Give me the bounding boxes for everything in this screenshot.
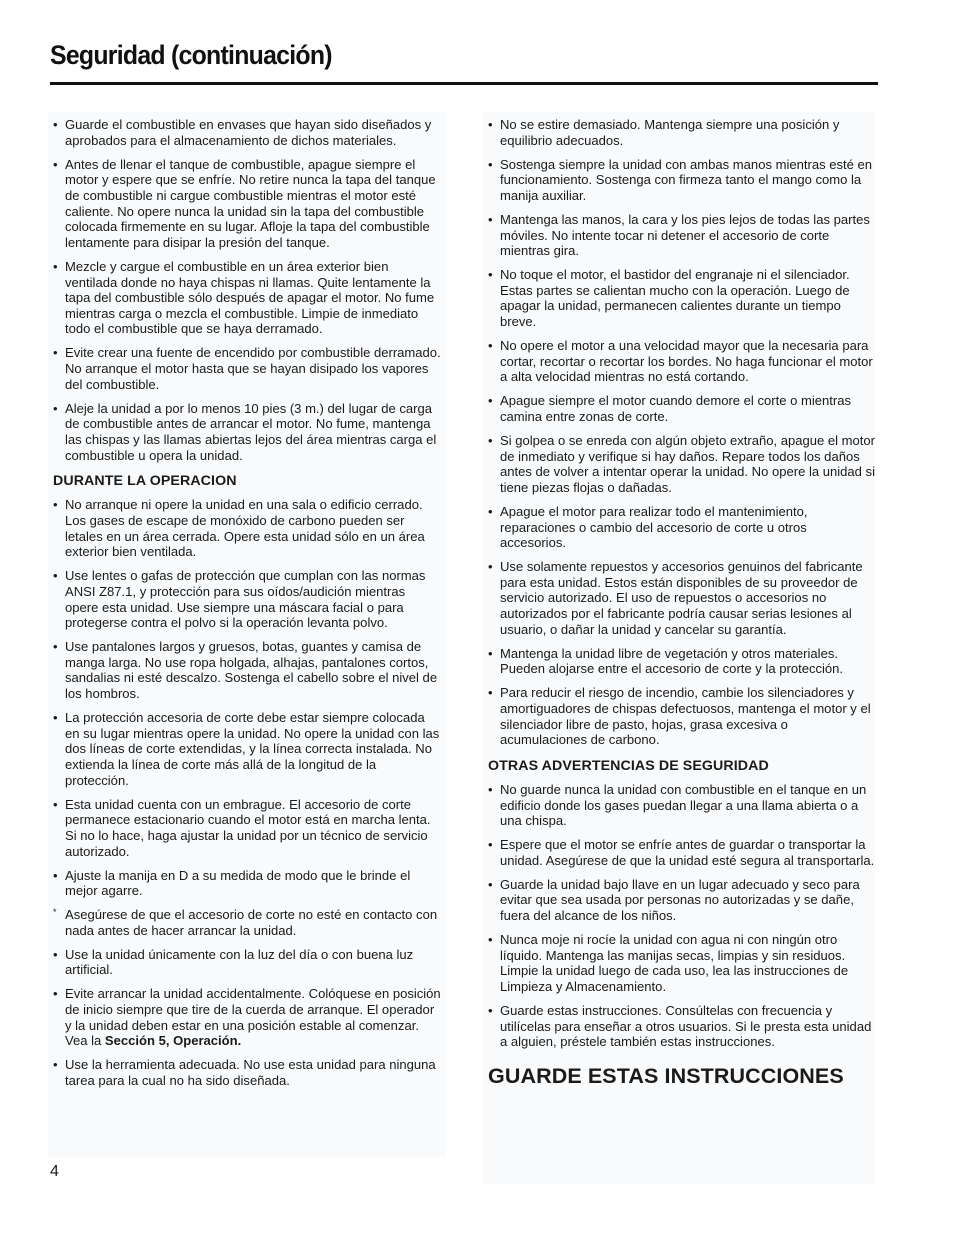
list-item: • Esta unidad cuenta con un embrague. El accesorio de corte permanece estacionario cuando el motor está en marcha lenta. Si no lo hace, haga ajustar la unidad por un técnico de servicio autorizado.: [53, 797, 442, 860]
list-item: • Evite crear una fuente de encendido por combustible derramado. No arranque el motor hasta que se hayan disipado los vapores del combustible.: [53, 345, 442, 392]
list-item: • Mezcle y cargue el combustible en un área exterior bien ventilada donde no haya chispas ni llamas. Quite lentamente la tapa del combustible sólo después de apagar el motor. No fume mientras carga o mezcla el combustible. Limpie de inmediato todo el combustible que se haya derramado.: [53, 259, 442, 337]
section-heading-other-warnings: OTRAS ADVERTENCIAS DE SEGURIDAD: [488, 757, 769, 774]
list-item: • Use solamente repuestos y accesorios genuinos del fabricante para esta unidad. Estos están disponibles de su proveedor de servicio autorizado. El uso de repuestos o accesorios no autorizados por el fabricante podría causar serias lesiones al usuario, o dañar la unidad y cancelar su garantía.: [488, 559, 875, 637]
list-item: • Antes de llenar el tanque de combustible, apague siempre el motor y espere que se enfríe. No retire nunca la tapa del tanque de combustible ni cargue combustible mientras el motor esté caliente. No opere nunca la unidad sin la tapa del combustible colocada firmemente en su lugar. Afloje la tapa del combustible lentamente para disipar la presión del tanque.: [53, 157, 442, 251]
list-item: • Apague el motor para realizar todo el mantenimiento, reparaciones o cambio del accesorio de corte u otros accesorios.: [488, 504, 875, 551]
list-item: • Guarde estas instrucciones. Consúltelas con frecuencia y utilícelas para enseñar a otros usuarios. Si le presta esta unidad a alguien, préstele también estas instrucciones.: [488, 1003, 875, 1050]
left-column: [48, 112, 446, 1157]
title-rule: [50, 82, 878, 85]
list-item: • Mantenga las manos, la cara y los pies lejos de todas las partes móviles. No intente tocar ni detener el accesorio de corte mientras gira.: [488, 212, 875, 259]
list-item: • Apague siempre el motor cuando demore el corte o mientras camina entre zonas de corte.: [488, 393, 875, 424]
list-item: * Asegúrese de que el accesorio de corte no esté en contacto con nada antes de hacer arrancar la unidad.: [53, 907, 442, 938]
list-item: • Para reducir el riesgo de incendio, cambie los silenciadores y amortiguadores de chispas defectuosos, mantenga el motor y el silenciador libre de pasto, hojas, grasa excesiva o acumulaciones de carbono.: [488, 685, 875, 748]
section-heading-operation: DURANTE LA OPERACION: [53, 473, 237, 490]
list-item: • Aleje la unidad a por lo menos 10 pies (3 m.) del lugar de carga de combustible antes de arrancar el motor. No fume, mantenga las chispas y las llamas abiertas lejos del área mientras carga el combustible u opera la unidad.: [53, 401, 442, 464]
list-item: • La protección accesoria de corte debe estar siempre colocada en su lugar mientras opere la unidad. No opere la unidad con las dos líneas de corte extendidas, y la línea correcta instalada. No extienda la línea de corte más allá de la longitud de la protección.: [53, 710, 442, 788]
list-item: • Use pantalones largos y gruesos, botas, guantes y camisa de manga larga. No use ropa holgada, alhajas, pantalones cortos, sandalias ni esté descalzo. Sostenga el cabello sobre el nivel de los hombros.: [53, 639, 442, 702]
handling-list: [488, 117, 875, 748]
list-item-text: Evite arrancar la unidad accidentalmente. Colóquese en posición de inicio siempre que tire de la cuerda de arranque. El operador y la unidad deben estar en una posición estable al comenzar. Vea la: [65, 986, 441, 1049]
other-warnings-list: [488, 782, 875, 1050]
section-reference: Sección 5, Operación.: [104, 1033, 242, 1049]
list-item: • Use la unidad únicamente con la luz del día o con buena luz artificial.: [53, 947, 442, 978]
list-item: • Sostenga siempre la unidad con ambas manos mientras esté en funcionamiento. Sostenga con firmeza tanto el mango como la manija auxiliar.: [488, 157, 875, 204]
right-column: [483, 112, 875, 1184]
page-number: 4: [50, 1163, 59, 1180]
list-item: • No guarde nunca la unidad con combustible en el tanque en un edificio donde los gases puedan llegar a una llama abierta o a una chispa.: [488, 782, 875, 829]
list-item: • No se estire demasiado. Mantenga siempre una posición y equilibrio adecuados.: [488, 117, 875, 148]
list-item: • Use lentes o gafas de protección que cumplan con las normas ANSI Z87.1, y protección para sus oídos/audición mientras opere esta unidad. Use siempre una máscara facial o para protegerse contra el polvo si la operación levanta polvo.: [53, 568, 442, 631]
fuel-safety-list: [53, 117, 442, 463]
closing-heading: GUARDE ESTAS INSTRUCCIONES: [488, 1063, 844, 1088]
list-item: • Si golpea o se enreda con algún objeto extraño, apague el motor de inmediato y verifique si hay daños. Repare todos los daños antes de volver a intentar operar la unidad. No opere la unidad si tiene piezas flojas o dañadas.: [488, 433, 875, 496]
list-item: • No toque el motor, el bastidor del engranaje ni el silenciador. Estas partes se calientan mucho con la operación. Luego de apagar la unidad, permanecen calientes durante un tiempo breve.: [488, 267, 875, 330]
list-item: • Mantenga la unidad libre de vegetación y otros materiales. Pueden alojarse entre el accesorio de corte y la protección.: [488, 646, 875, 677]
list-item: [53, 986, 442, 1049]
list-item: • Use la herramienta adecuada. No use esta unidad para ninguna tarea para la cual no ha sido diseñada.: [53, 1057, 442, 1088]
page-title: Seguridad (continuación): [50, 40, 332, 70]
list-item: • Ajuste la manija en D a su medida de modo que le brinde el mejor agarre.: [53, 868, 442, 899]
list-item: • Guarde el combustible en envases que hayan sido diseñados y aprobados para el almacenamiento de dichos materiales.: [53, 117, 442, 148]
list-item: • No arranque ni opere la unidad en una sala o edificio cerrado. Los gases de escape de monóxido de carbono pueden ser letales en un área cerrada. Opere esta unidad sólo en un área exterior bien ventilada.: [53, 497, 442, 560]
list-item: • No opere el motor a una velocidad mayor que la necesaria para cortar, recortar o recortar los bordes. No haga funcionar el motor a alta velocidad mientras no está cortando.: [488, 338, 875, 385]
list-item: • Espere que el motor se enfríe antes de guardar o transportar la unidad. Asegúrese de que la unidad esté segura al transportarla.: [488, 837, 875, 868]
list-item: • Nunca moje ni rocíe la unidad con agua ni con ningún otro líquido. Mantenga las manijas secas, limpias y sin residuos. Limpie la unidad luego de cada uso, lea las instrucciones de Limpieza y Almacenamiento.: [488, 932, 875, 995]
operation-list: [53, 497, 442, 1088]
list-item: • Guarde la unidad bajo llave en un lugar adecuado y seco para evitar que sea usada por personas no autorizadas y se dañe, fuera del alcance de los niños.: [488, 877, 875, 924]
